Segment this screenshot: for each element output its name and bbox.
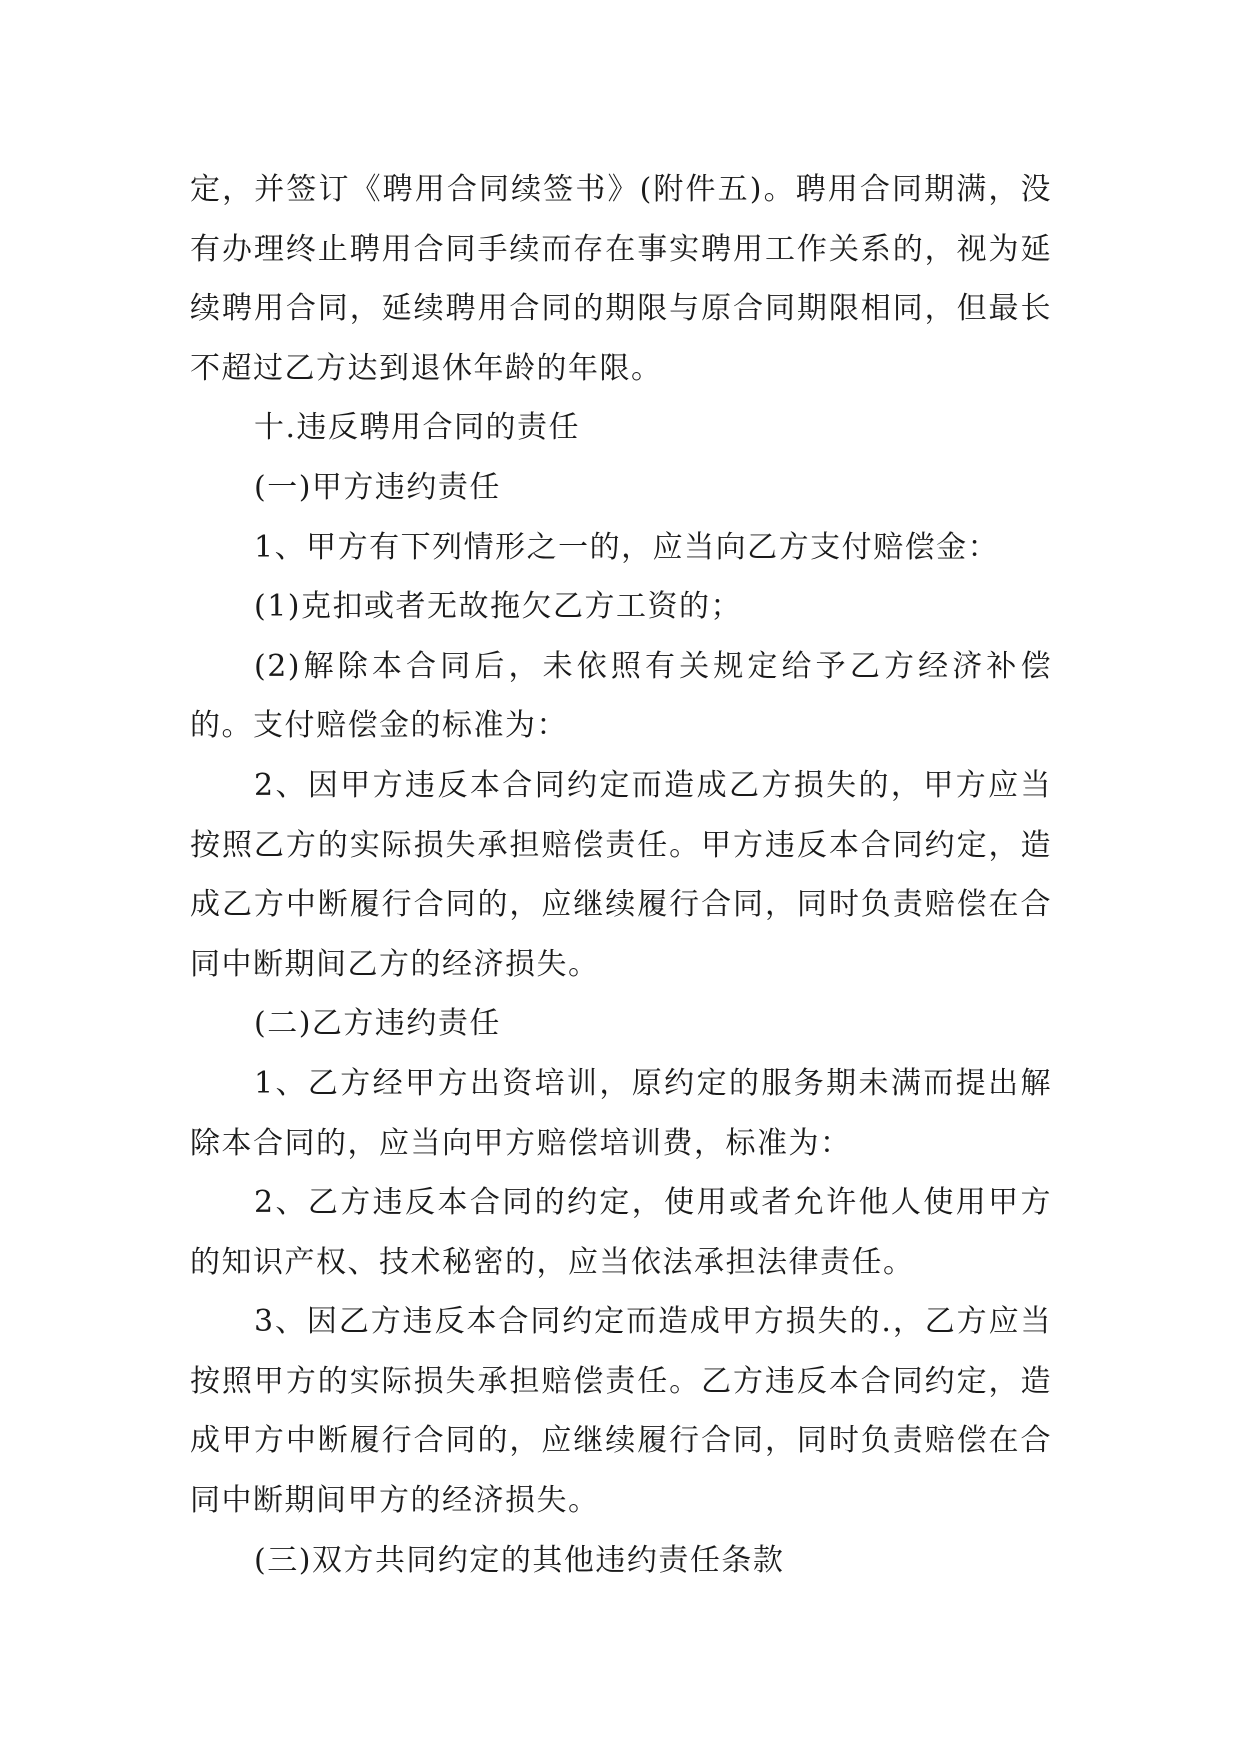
subsection-heading-party-a: (一)甲方违约责任 — [254, 469, 501, 505]
paragraph-party-b-clause-3: 3、因乙方违反本合同约定而造成甲方损失的.，乙方应当按照甲方的实际损失承担赔偿责任。乙方违反本合同约定，造成甲方中断履行合同的，应继续履行合同，同时负责赔偿在合同中断期间甲方的经济损失。 — [190, 1304, 1052, 1519]
paragraph-party-a-clause-1: 1、甲方有下列情形之一的，应当向乙方支付赔偿金： — [254, 529, 1000, 565]
section-heading-breach-liability: 十.违反聘用合同的责任 — [254, 410, 581, 446]
paragraph-party-a-clause-2: 2、因甲方违反本合同约定而造成乙方损失的，甲方应当按照乙方的实际损失承担赔偿责任。甲方违反本合同约定，造成乙方中断履行合同的，应继续履行合同，同时负责赔偿在合同中断期间乙方的经济损失。 — [190, 767, 1052, 982]
document-body — [190, 160, 1052, 1590]
subsection-heading-other-terms: (三)双方共同约定的其他违约责任条款 — [254, 1542, 785, 1578]
paragraph-party-b-clause-1: 1、乙方经甲方出资培训，原约定的服务期未满而提出解除本合同的，应当向甲方赔偿培训费，标准为： — [190, 1065, 1052, 1161]
paragraph-party-b-clause-2: 2、乙方违反本合同的约定，使用或者允许他人使用甲方的知识产权、技术秘密的，应当依法承担法律责任。 — [190, 1185, 1052, 1280]
paragraph-party-a-item-2: (2)解除本合同后，未依照有关规定给予乙方经济补偿的。支付赔偿金的标准为： — [190, 648, 1052, 744]
subsection-heading-party-b: (二)乙方违约责任 — [254, 1006, 501, 1042]
paragraph-contract-renewal: 定，并签订《聘用合同续签书》(附件五)。聘用合同期满，没有办理终止聘用合同手续而存在事实聘用工作关系的，视为延续聘用合同，延续聘用合同的期限与原合同期限相同，但最长不超过乙方达到退休年龄的年限。 — [190, 172, 1052, 386]
paragraph-party-a-item-1: (1)克扣或者无故拖欠乙方工资的； — [254, 589, 742, 625]
